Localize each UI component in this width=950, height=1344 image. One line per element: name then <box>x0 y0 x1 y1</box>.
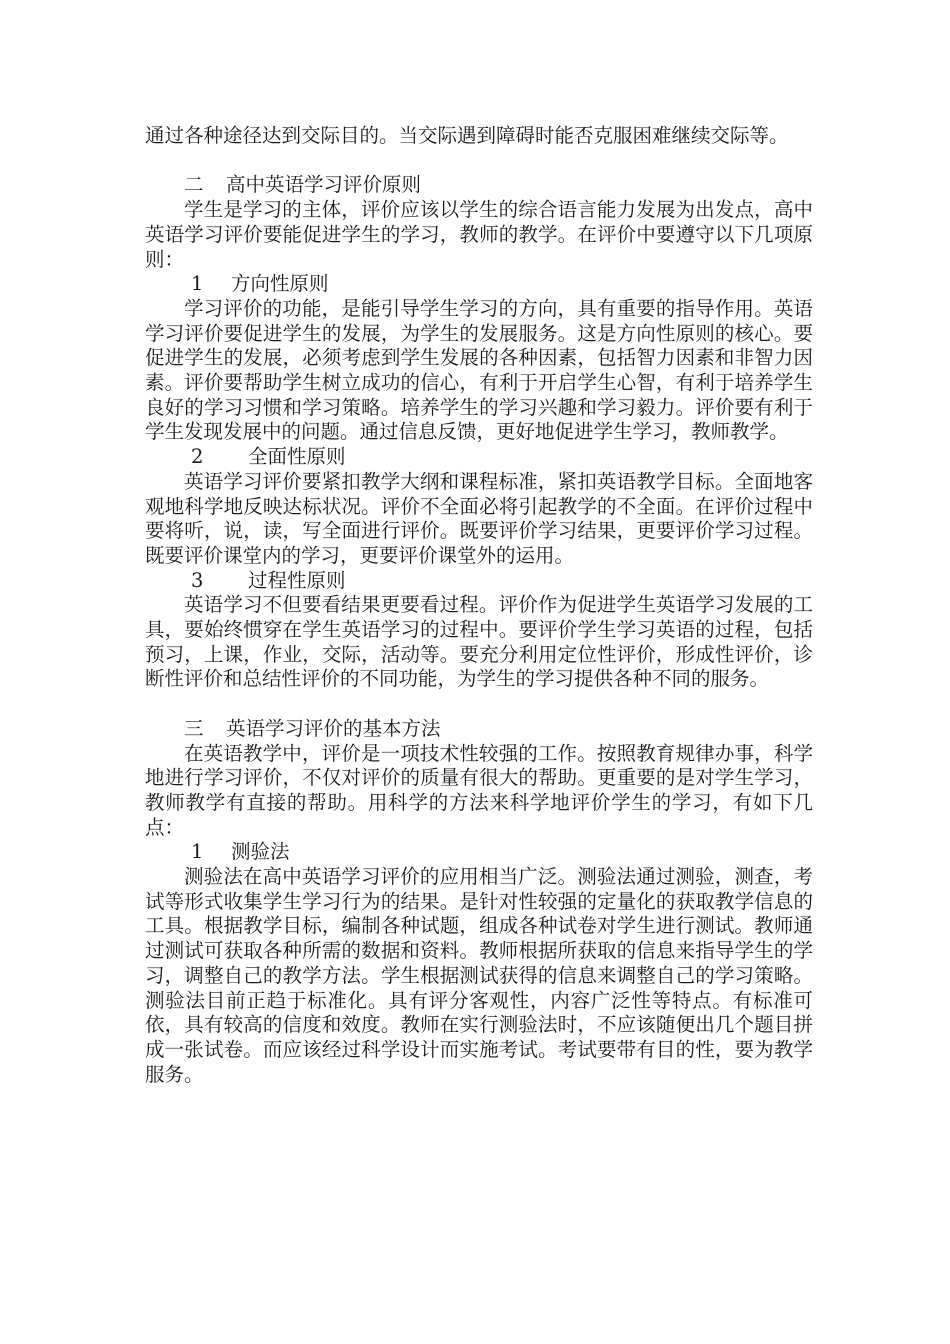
subsection-number: 2 <box>191 445 204 469</box>
subsection-heading-1 <box>145 840 813 865</box>
paragraph: 英语学习不但要看结果更要看过程。评价作为促进学生英语学习发展的工具，要始终惯穿在学生英语学习的过程中。要评价学生学习英语的过程，包括预习，上课，作业，交际，活动等。要充分利用定位性评价，形成性评价，诊断性评价和总结性评价的不同功能，为学生的学习提供各种不同的服务。 <box>145 593 813 691</box>
subsection-number: 1 <box>191 840 204 864</box>
subsection-heading-2 <box>145 445 813 470</box>
paragraph: 学习评价的功能，是能引导学生学习的方向，具有重要的指导作用。英语学习评价要促进学生的发展，为学生的发展服务。这是方向性原则的核心。要促进学生的发展，必须考虑到学生发展的各种因素，包括智力因素和非智力因素。评价要帮助学生树立成功的信心，有利于开启学生心智，有利于培养学生良好的学习习惯和学习策略。培养学生的学习兴趣和学习毅力。评价要有利于学生发现发展中的问题。通过信息反馈，更好地促进学生学习，教师教学。 <box>145 296 813 444</box>
document-body <box>145 124 813 1087</box>
paragraph: 学生是学习的主体，评价应该以学生的综合语言能力发展为出发点，高中英语学习评价要能促进学生的学习，教师的教学。在评价中要遵守以下几项原则： <box>145 198 813 271</box>
subsection-number: 1 <box>191 272 204 296</box>
section-heading-2 <box>145 173 813 198</box>
subsection-number: 3 <box>191 568 204 592</box>
subsection-heading-1 <box>145 272 813 297</box>
subsection-title: 过程性原则 <box>248 568 346 592</box>
subsection-title: 方向性原则 <box>231 272 329 296</box>
paragraph: 英语学习评价要紧扣教学大纲和课程标准，紧扣英语教学目标。全面地客观地科学地反映达标状况。评价不全面必将引起教学的不全面。在评价过程中要将听，说，读，写全面进行评价。既要评价学习结果，更要评价学习过程。既要评价课堂内的学习，更要评价课堂外的运用。 <box>145 469 813 567</box>
subsection-title: 全面性原则 <box>248 445 346 469</box>
section-number: 三 <box>184 716 204 740</box>
blank-line <box>145 692 813 717</box>
blank-line <box>145 149 813 174</box>
subsection-title: 测验法 <box>231 840 290 864</box>
section-number: 二 <box>184 173 204 197</box>
subsection-heading-3 <box>145 569 813 594</box>
section-title: 高中英语学习评价原则 <box>226 173 422 197</box>
paragraph: 在英语教学中，评价是一项技术性较强的工作。按照教育规律办事，科学地进行学习评价，不仅对评价的质量有很大的帮助。更重要的是对学生学习，教师教学有直接的帮助。用科学的方法来科学地评价学生的学习，有如下几点： <box>145 741 813 839</box>
paragraph: 测验法在高中英语学习评价的应用相当广泛。测验法通过测验，测查，考试等形式收集学生学习行为的结果。是针对性较强的定量化的获取教学信息的工具。根据教学目标，编制各种试题，组成各种试卷对学生进行测试。教师通过测试可获取各种所需的数据和资料。教师根据所获取的信息来指导学生的学习，调整自己的教学方法。学生根据测试获得的信息来调整自己的学习策略。测验法目前正趋于标准化。具有评分客观性，内容广泛性等特点。有标准可依，具有较高的信度和效度。教师在实行测验法时，不应该随便出几个题目拼成一张试卷。而应该经过科学设计而实施考试。考试要带有目的性，要为教学服务。 <box>145 865 813 1086</box>
section-title: 英语学习评价的基本方法 <box>226 716 441 740</box>
paragraph-continued: 通过各种途径达到交际目的。当交际遇到障碍时能否克服困难继续交际等。 <box>145 124 789 147</box>
section-heading-3 <box>145 717 813 742</box>
